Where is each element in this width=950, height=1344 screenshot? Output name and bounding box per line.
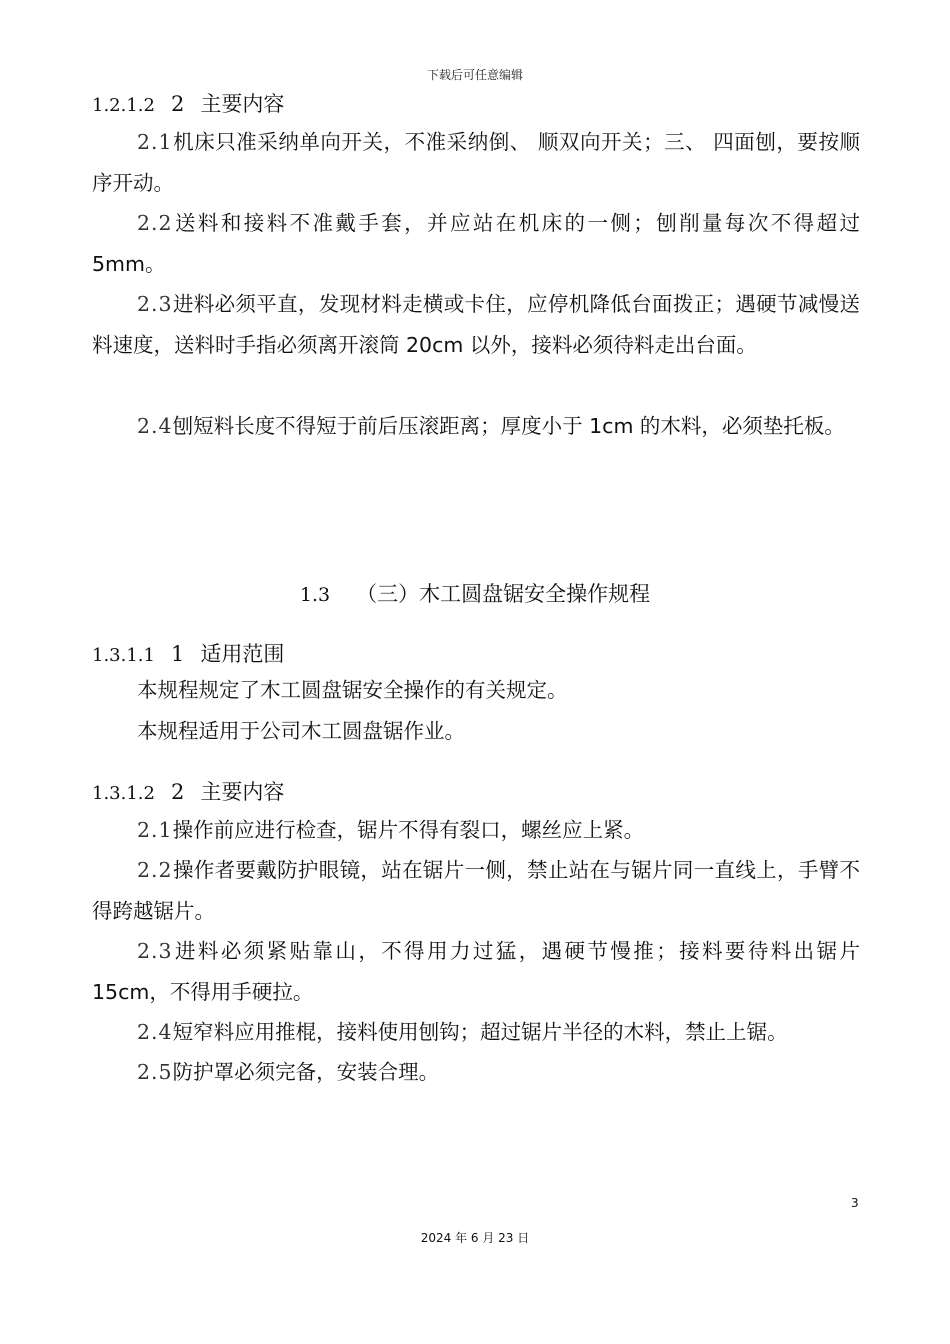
paragraph-item: [92, 203, 860, 284]
paragraph: 本规程适用于公司木工圆盘锯作业。: [137, 719, 465, 743]
item-text: 防护罩必须完备，安装合理。: [172, 1060, 440, 1084]
footer-date: 2024 年 6 月 23 日: [420, 1231, 530, 1245]
heading-number: 1.2.1.2: [92, 95, 155, 116]
section-heading-1-2-1-2: [92, 88, 284, 118]
paragraph-item: [92, 122, 860, 203]
item-text: 进料必须平直，发现材料走横或卡住，应停机降低台面拨正；遇硬节减慢送料速度，送料时手指必须离开滚筒 20cm 以外，接料必须待料走出台面。: [92, 292, 860, 357]
paragraph-item: [92, 850, 860, 931]
item-number: 2.3: [137, 939, 173, 963]
header-note: 下载后可任意编辑: [426, 68, 523, 82]
item-text: 短窄料应用推棍，接料使用刨钩；超过锯片半径的木料，禁止上锯。: [172, 1020, 788, 1044]
page-number: 3: [851, 1196, 859, 1210]
item-text: 操作者要戴防护眼镜，站在锯片一侧，禁止站在与锯片同一直线上，手臂不得跨越锯片。: [92, 858, 860, 923]
heading-title: 适用范围: [200, 642, 285, 666]
heading-subnumber: 2: [170, 780, 185, 804]
heading-title: 主要内容: [200, 92, 285, 116]
item-number: 2.2: [137, 858, 173, 882]
heading-number: 1.3.1.2: [92, 783, 155, 804]
item-number: 2.5: [137, 1060, 173, 1084]
paragraph-item: [92, 1052, 860, 1093]
section-title: [0, 578, 950, 608]
heading-subnumber: 2: [170, 92, 185, 116]
section-heading-1-3-1-2: [92, 776, 284, 806]
heading-title: 主要内容: [200, 780, 285, 804]
item-text: 送料和接料不准戴手套，并应站在机床的一侧；刨削量每次不得超过 5mm。: [92, 211, 860, 276]
item-number: 2.2: [137, 211, 173, 235]
section-title-number: 1.3: [299, 584, 331, 606]
item-text: 进料必须紧贴靠山，不得用力过猛，遇硬节慢推；接料要待料出锯片 15cm，不得用手硬拉。: [92, 939, 860, 1004]
item-number: 2.1: [137, 818, 173, 842]
item-number: 2.3: [137, 292, 173, 316]
paragraph-item: [92, 931, 860, 1012]
item-text: 操作前应进行检查，锯片不得有裂口，螺丝应上紧。: [172, 818, 645, 842]
section-title-text: （三）木工圆盘锯安全操作规程: [356, 582, 651, 606]
paragraph-item: [92, 406, 860, 447]
section-heading-1-3-1-1: [92, 638, 284, 668]
paragraph: 本规程规定了木工圆盘锯安全操作的有关规定。: [137, 678, 568, 702]
paragraph-item: [92, 284, 860, 365]
item-text: 刨短料长度不得短于前后压滚距离；厚度小于 1cm 的木料，必须垫托板。: [172, 414, 845, 438]
item-number: 2.4: [137, 414, 173, 438]
paragraph-item: [92, 1012, 860, 1053]
heading-number: 1.3.1.1: [92, 645, 155, 666]
paragraph-item: [92, 810, 860, 851]
item-number: 2.4: [137, 1020, 173, 1044]
item-number: 2.1: [137, 130, 173, 154]
heading-subnumber: 1: [170, 642, 185, 666]
item-text: 机床只准采纳单向开关，不准采纳倒、 顺双向开关；三、 四面刨，要按顺序开动。: [92, 130, 860, 195]
